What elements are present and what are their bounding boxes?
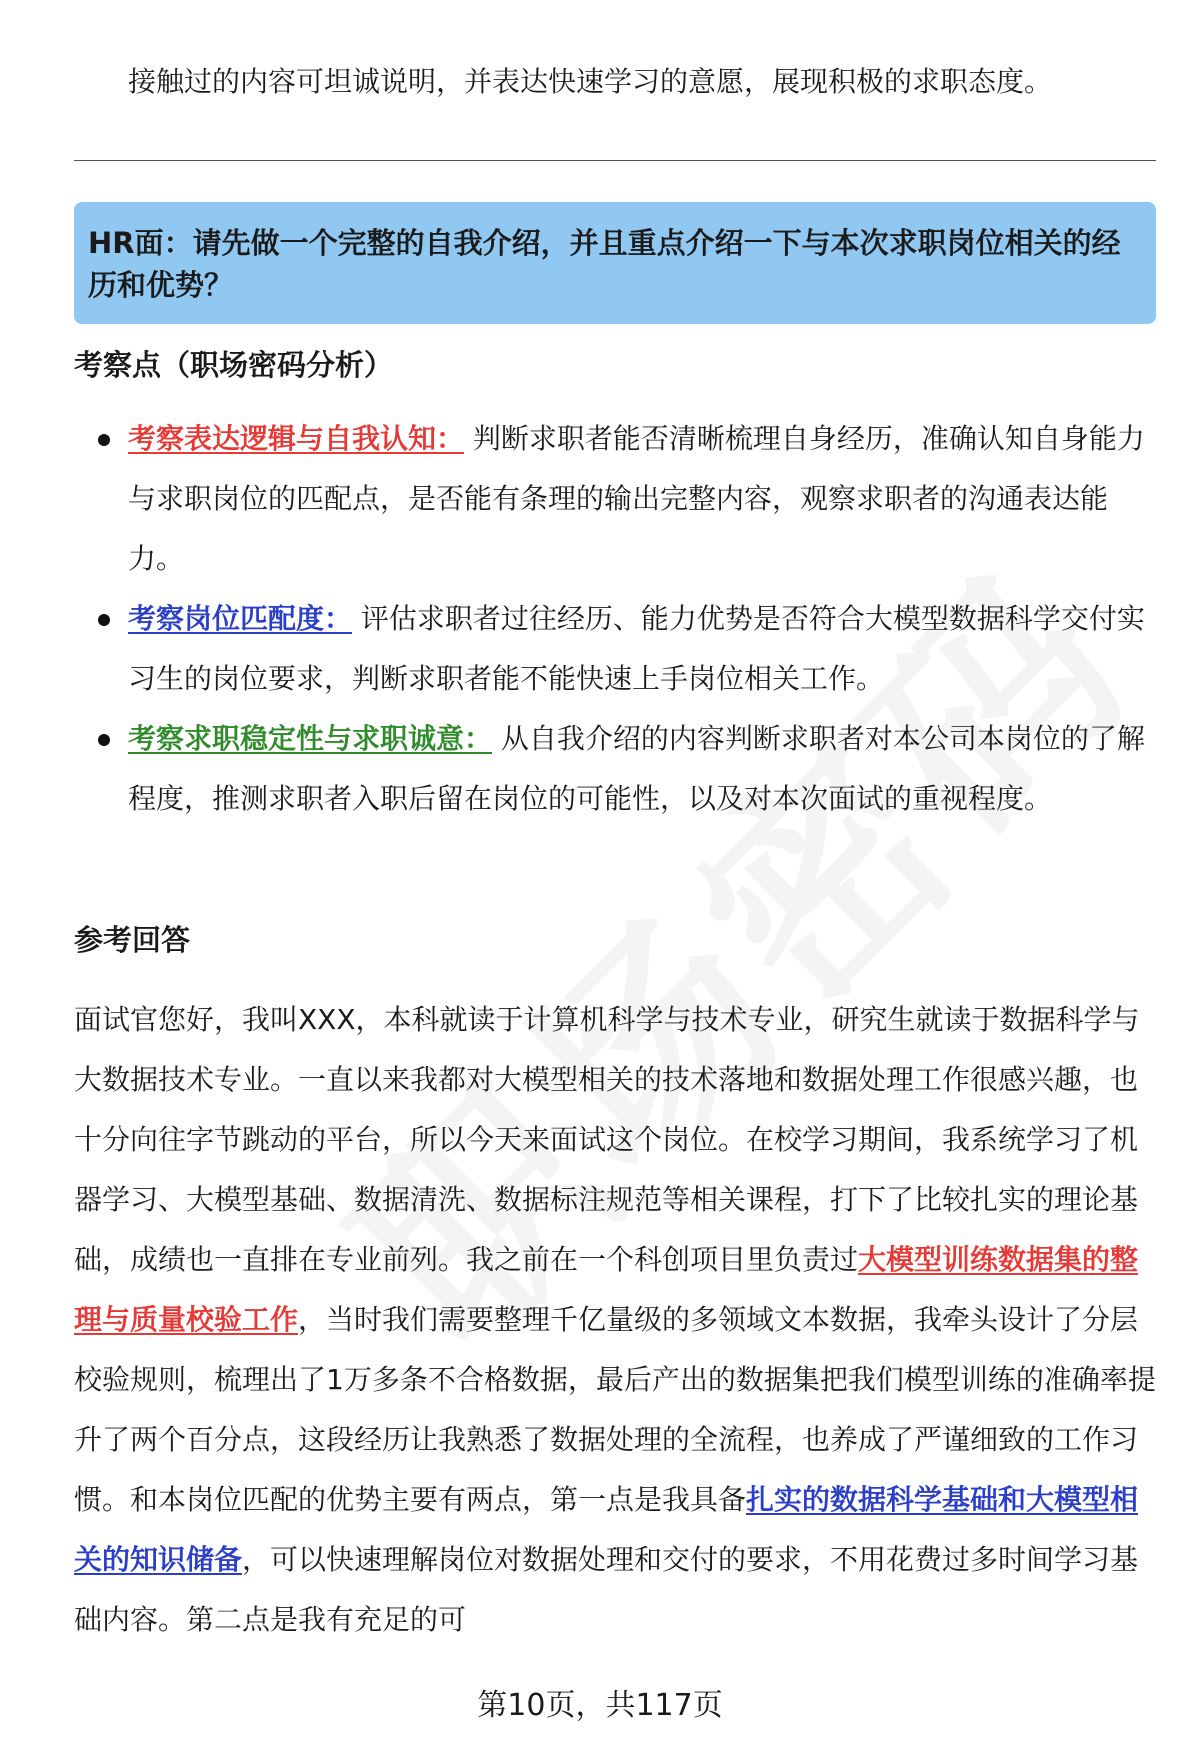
analysis-list xyxy=(74,409,1156,829)
answer-highlight: 扎实的数据科学基础和大模型相关的知识储备 xyxy=(74,1483,1139,1576)
point-text: 评估求职者过往经历、能力优势是否符合大模型数据科学交付实习生的岗位要求，判断求职者能不能快速上手岗位相关工作。 xyxy=(128,602,1145,695)
answer-highlight: 大模型训练数据集的整理与质量校验工作 xyxy=(74,1243,1139,1336)
question-box xyxy=(74,202,1156,324)
bullet-icon xyxy=(98,614,110,626)
list-item xyxy=(74,589,1156,709)
answer-paragraph xyxy=(74,990,1156,1650)
point-keyword: 考察表达逻辑与自我认知： xyxy=(128,422,465,455)
bullet-icon xyxy=(98,734,110,746)
point-text: 判断求职者能否清晰梳理自身经历，准确认知自身能力与求职岗位的匹配点，是否能有条理的输出完整内容，观察求职者的沟通表达能力。 xyxy=(128,422,1145,575)
answer-text: ，当时我们需要整理千亿量级的多领域文本数据，我牵头设计了分层校验规则，梳理出了1万多条不合格数据，最后产出的数据集把我们模型训练的准确率提升了两个百分点，这段经历让我熟悉了数据处理的全流程，也养成了严谨细致的工作习惯。和本岗位匹配的优势主要有两点，第一点是我具备 xyxy=(74,1303,1156,1516)
answer-text: ，可以快速理解岗位对数据处理和交付的要求，不用花费过多时间学习基础内容。第二点是我有充足的可 xyxy=(74,1543,1139,1636)
bullet-icon xyxy=(98,434,110,446)
answer-text: 面试官您好，我叫XXX，本科就读于计算机科学与技术专业，研究生就读于数据科学与大数据技术专业。一直以来我都对大模型相关的技术落地和数据处理工作很感兴趣，也十分向往字节跳动的平台，所以今天来面试这个岗位。在校学习期间，我系统学习了机器学习、大模型基础、数据清洗、数据标注规范等相关课程，打下了比较扎实的理论基础，成绩也一直排在专业前列。我之前在一个科创项目里负责过 xyxy=(74,1003,1140,1276)
divider xyxy=(74,160,1156,161)
question-text: HR面：请先做一个完整的自我介绍，并且重点介绍一下与本次求职岗位相关的经历和优势？ xyxy=(88,226,1121,302)
page-number: 第10页，共117页 xyxy=(477,1688,723,1723)
point-keyword: 考察岗位匹配度： xyxy=(128,602,353,635)
section-heading-answer: 参考回答 xyxy=(74,923,191,957)
point-keyword: 考察求职稳定性与求职诚意： xyxy=(128,722,493,755)
point-text: 从自我介绍的内容判断求职者对本公司本岗位的了解程度，推测求职者入职后留在岗位的可能性，以及对本次面试的重视程度。 xyxy=(128,722,1145,815)
list-item xyxy=(74,409,1156,589)
continued-paragraph: 接触过的内容可坦诚说明，并表达快速学习的意愿，展现积极的求职态度。 xyxy=(128,65,1053,98)
list-item xyxy=(74,709,1156,829)
section-heading-analysis: 考察点（职场密码分析） xyxy=(74,348,394,382)
